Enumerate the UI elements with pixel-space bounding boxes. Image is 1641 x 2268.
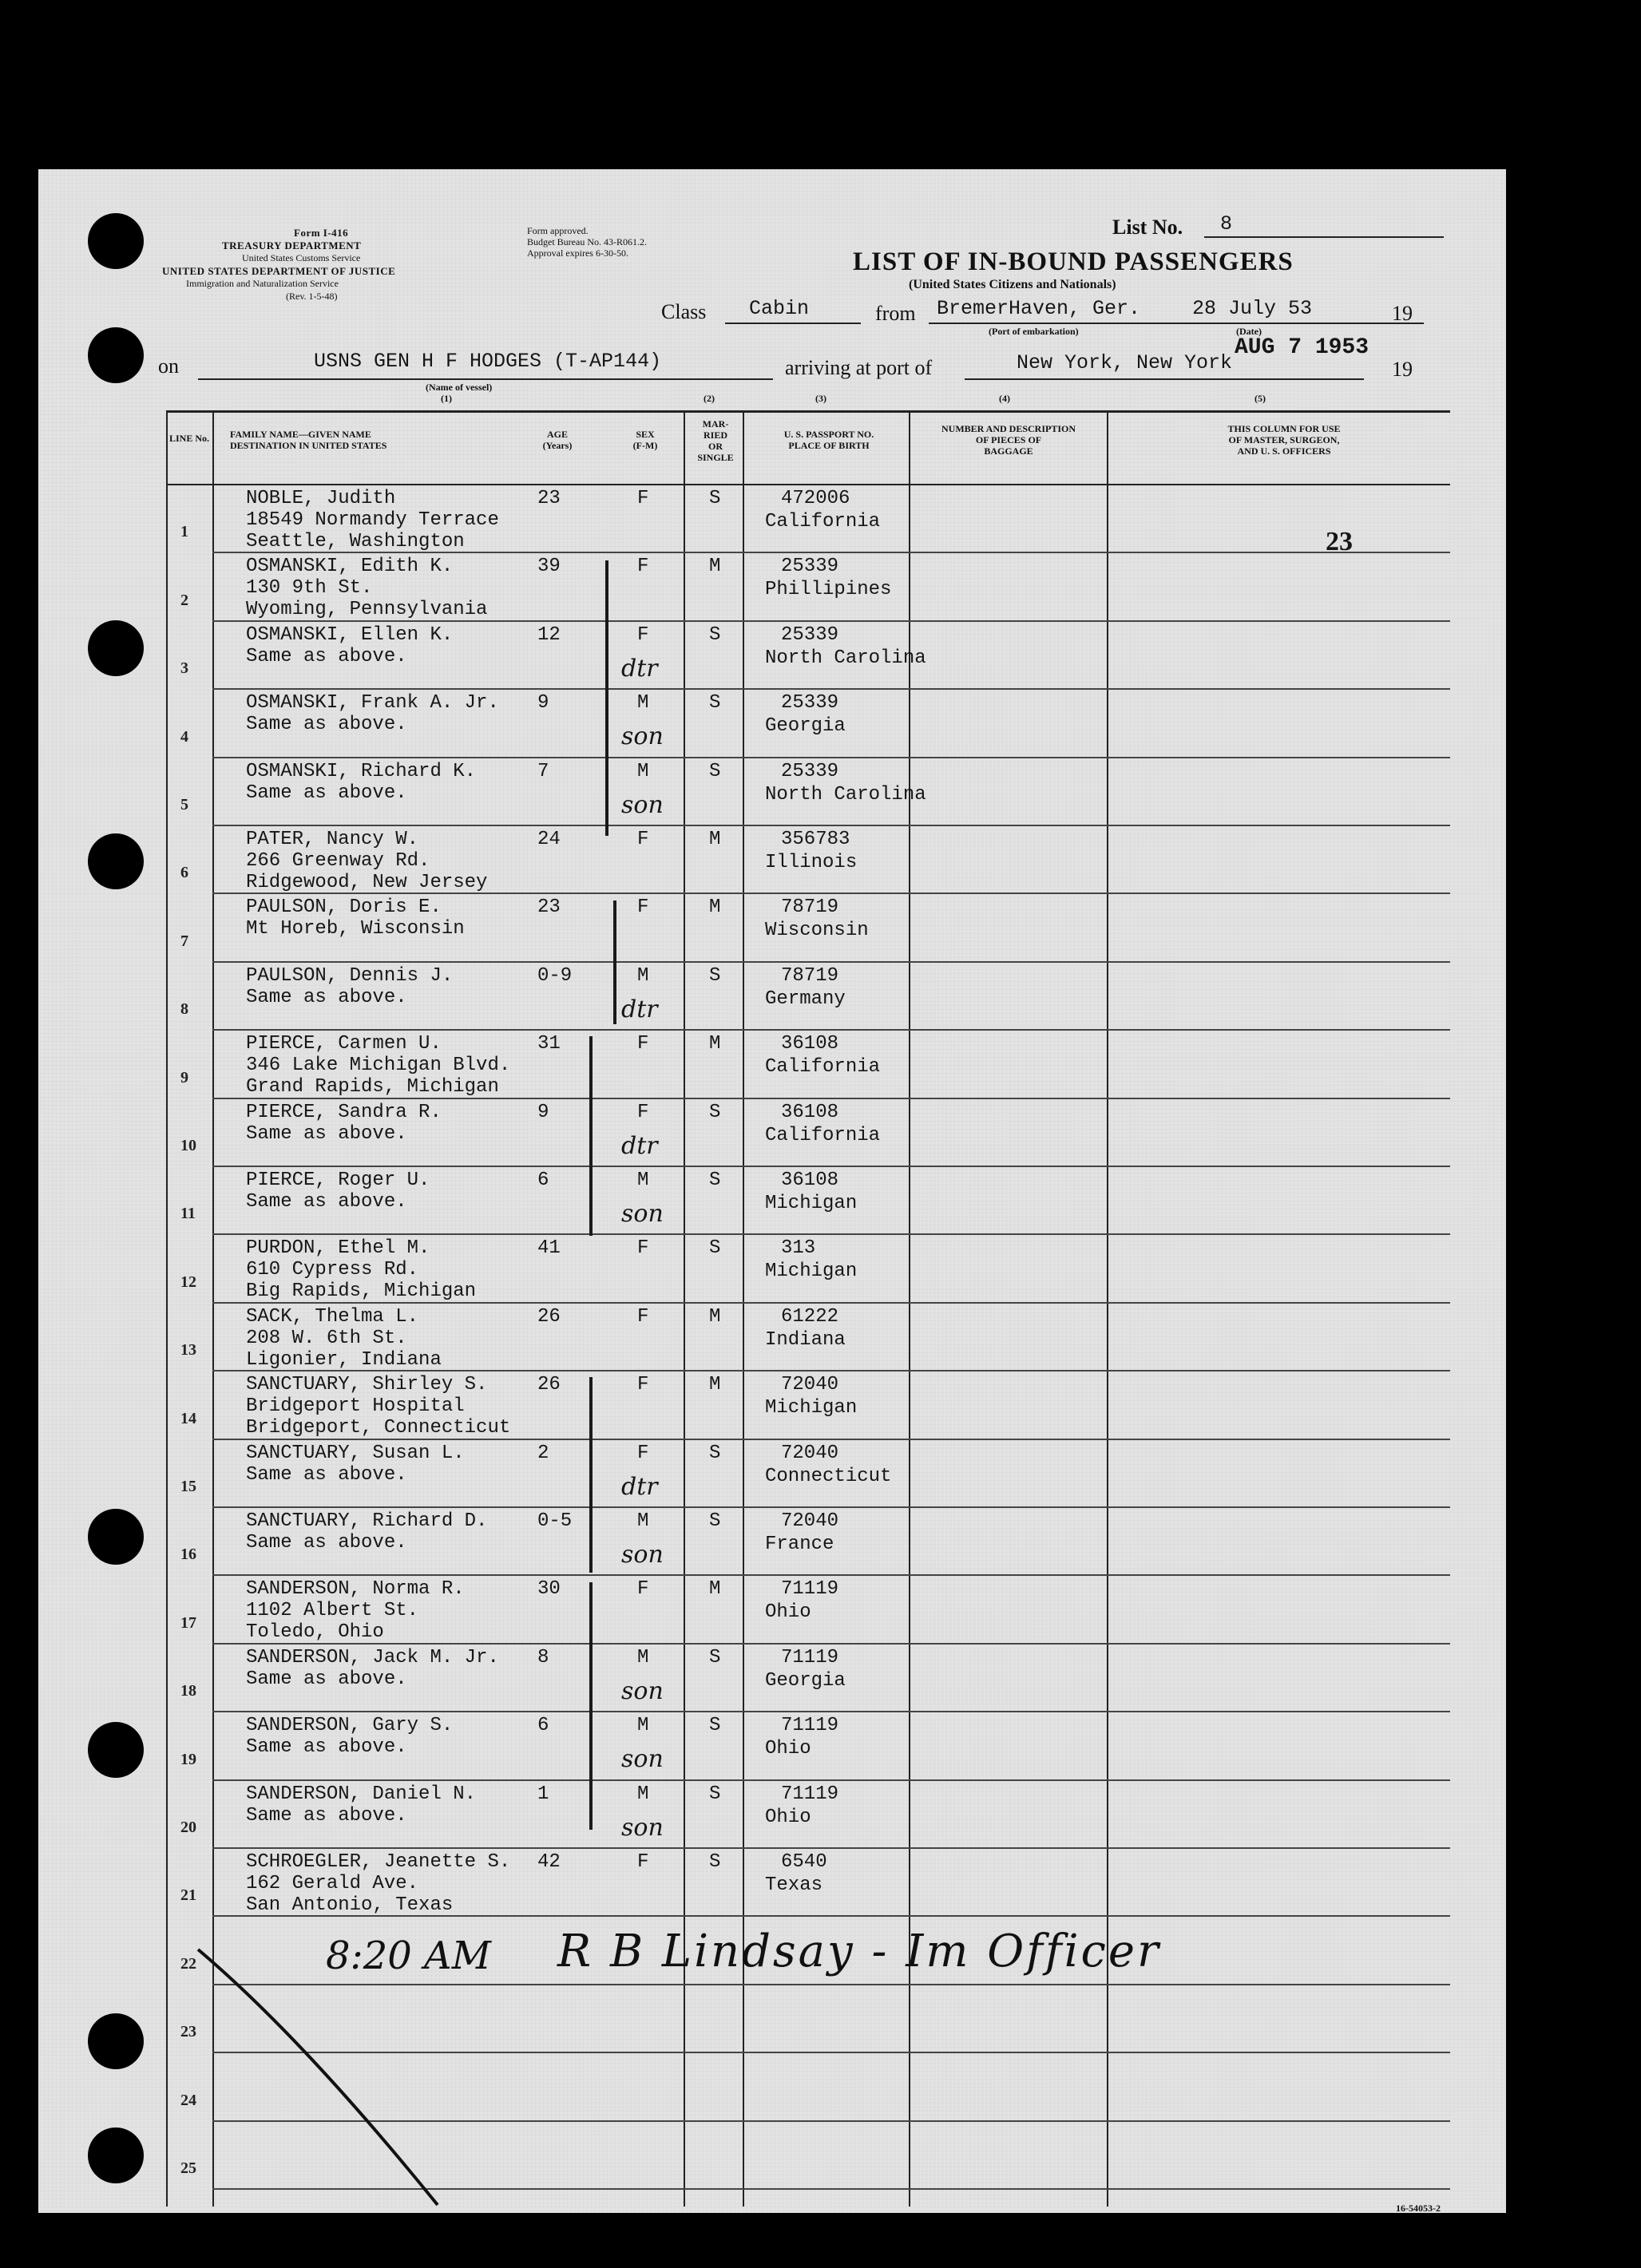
line-number: 2: [180, 591, 188, 609]
passenger-age: 7: [537, 760, 549, 782]
family-bracket: [589, 1036, 593, 1236]
passenger-address: 346 Lake Michigan Blvd.: [246, 1055, 511, 1077]
marital-status: S: [709, 623, 721, 646]
line-number: 11: [180, 1205, 196, 1223]
passenger-address: 130 9th St.: [246, 577, 373, 600]
line-number: 9: [180, 1068, 188, 1087]
passenger-sex: F: [637, 488, 649, 509]
passenger-address: Ridgewood, New Jersey: [246, 872, 488, 893]
passport-number: 61222: [781, 1305, 839, 1328]
table-row: [38, 553, 1506, 621]
passenger-age: 8: [537, 1646, 549, 1668]
passenger-age: 6: [537, 1715, 549, 1737]
passenger-name: SANDERSON, Jack M. Jr.: [246, 1646, 499, 1668]
marital-status: M: [709, 1305, 721, 1328]
passenger-address: Seattle, Washington: [246, 531, 465, 552]
line-number: 18: [180, 1682, 196, 1700]
place-of-birth: California: [765, 1124, 881, 1146]
justice-dept: UNITED STATES DEPARTMENT OF JUSTICE: [162, 265, 396, 277]
ins-service: Immigration and Naturalization Service: [186, 278, 339, 289]
table-top-rule: [166, 410, 1450, 413]
table-row: [38, 1712, 1506, 1780]
marital-status: S: [709, 692, 721, 714]
passenger-name: SACK, Thelma L.: [246, 1305, 419, 1328]
list-no-value: 8: [1220, 212, 1233, 236]
place-of-birth: Michigan: [765, 1193, 858, 1214]
passport-number: 356783: [781, 829, 850, 850]
marital-status: S: [709, 1715, 721, 1737]
class-underline: [725, 323, 861, 324]
marital-status: S: [709, 1237, 721, 1260]
passenger-sex: F: [637, 829, 649, 850]
place-of-birth: Phillipines: [765, 579, 892, 601]
relation-note: son: [621, 722, 664, 751]
place-of-birth: Ohio: [765, 1738, 811, 1760]
table-row: [38, 690, 1506, 758]
col-mark: (3): [815, 393, 826, 404]
document-page: [38, 169, 1506, 2213]
passenger-sex: F: [637, 1305, 649, 1328]
year-prefix: 19: [1392, 358, 1413, 381]
page-title: LIST OF IN-BOUND PASSENGERS: [853, 247, 1294, 276]
passenger-sex: F: [637, 1578, 649, 1601]
passenger-age: 6: [537, 1170, 549, 1191]
table-row: [38, 1781, 1506, 1849]
year-prefix: 19: [1392, 302, 1413, 325]
passenger-name: SANCTUARY, Susan L.: [246, 1442, 465, 1464]
cancellation-stroke: [182, 1941, 454, 2213]
passenger-sex: M: [637, 692, 649, 714]
line-number: 19: [180, 1750, 196, 1768]
handwritten-signature: R B Lindsay - Im Officer: [557, 1926, 1161, 1977]
relation-note: dtr: [621, 995, 658, 1023]
arrival-date-stamp: AUG 7 1953: [1235, 335, 1369, 360]
passenger-age: 41: [537, 1237, 561, 1260]
passenger-age: 30: [537, 1578, 561, 1601]
passport-number: 36108: [781, 1170, 839, 1191]
passenger-name: PIERCE, Roger U.: [246, 1170, 430, 1191]
footer-code: 16-54053-2: [1396, 2203, 1441, 2214]
family-bracket: [605, 560, 608, 836]
marital-status: M: [709, 556, 721, 578]
passenger-name: OSMANSKI, Ellen K.: [246, 623, 454, 646]
handwritten-time: 8:20 AM: [326, 1934, 491, 1978]
place-of-birth: Michigan: [765, 1397, 858, 1419]
passenger-name: SANCTUARY, Shirley S.: [246, 1374, 488, 1396]
line-number: 15: [180, 1477, 196, 1495]
embarkation-date: 28 July 53: [1192, 297, 1313, 320]
marital-status: S: [709, 1510, 721, 1532]
relation-note: son: [621, 1200, 664, 1228]
col-mark: (2): [704, 393, 715, 404]
marital-status: S: [709, 1101, 721, 1123]
port-of-embarkation: BremerHaven, Ger.: [937, 297, 1141, 320]
line-number: 23: [180, 2023, 196, 2041]
passenger-name: OSMANSKI, Edith K.: [246, 556, 454, 578]
passenger-name: SCHROEGLER, Jeanette S.: [246, 1851, 511, 1873]
col-header-officers: THIS COLUMN FOR USE OF MASTER, SURGEON, AND U. S. OFFICERS: [1227, 423, 1341, 457]
from-underline: [929, 323, 1424, 324]
table-row: [38, 1440, 1506, 1508]
on-label: on: [158, 354, 179, 378]
passenger-address: Same as above.: [246, 1736, 407, 1759]
passport-number: 71119: [781, 1715, 839, 1737]
passenger-address: Same as above.: [246, 645, 407, 667]
treasury-dept: TREASURY DEPARTMENT: [222, 239, 362, 251]
line-number: 4: [180, 727, 188, 746]
list-no-underline: [1204, 236, 1444, 238]
passenger-sex: F: [637, 556, 649, 578]
passenger-address: Same as above.: [246, 714, 407, 736]
col-header-baggage: NUMBER AND DESCRIPTION OF PIECES OF BAGGAGE: [941, 423, 1076, 457]
passenger-address: Wyoming, Pennsylvania: [246, 599, 488, 621]
passenger-address: Same as above.: [246, 1668, 407, 1690]
vessel-caption: (Name of vessel): [426, 382, 493, 393]
passport-number: 78719: [781, 897, 839, 919]
passenger-age: 9: [537, 1101, 549, 1123]
class-value: Cabin: [749, 297, 810, 320]
place-of-birth: Indiana: [765, 1328, 846, 1351]
marital-status: S: [709, 760, 721, 782]
passenger-age: 39: [537, 556, 561, 578]
from-label: from: [875, 302, 916, 325]
col-header-sex: SEX (F-M): [632, 429, 658, 451]
passenger-sex: M: [637, 1715, 649, 1737]
table-row: [38, 1645, 1506, 1712]
place-of-birth: Connecticut: [765, 1465, 892, 1487]
table-row: [38, 1576, 1506, 1644]
passenger-name: SANDERSON, Daniel N.: [246, 1783, 477, 1805]
passport-number: 71119: [781, 1646, 839, 1668]
passport-number: 36108: [781, 1101, 839, 1123]
passenger-address: Same as above.: [246, 1122, 407, 1145]
relation-note: dtr: [621, 1131, 658, 1160]
line-number: 14: [180, 1409, 196, 1427]
passenger-sex: F: [637, 1442, 649, 1464]
table-row: [38, 1235, 1506, 1303]
passenger-sex: M: [637, 1646, 649, 1668]
arrival-port: New York, New York: [1017, 351, 1233, 374]
table-row: [38, 894, 1506, 962]
passenger-sex: M: [637, 964, 649, 987]
approval-line: Budget Bureau No. 43-R061.2.: [527, 236, 647, 247]
col-mark: (4): [999, 393, 1010, 404]
vessel-underline: [198, 378, 773, 380]
family-bracket: [613, 900, 616, 1024]
table-row: [38, 826, 1506, 894]
passenger-age: 1: [537, 1783, 549, 1805]
class-label: Class: [661, 300, 707, 323]
marital-status: S: [709, 488, 721, 509]
passport-number: 72040: [781, 1510, 839, 1532]
passenger-name: PURDON, Ethel M.: [246, 1237, 430, 1260]
passenger-age: 9: [537, 692, 549, 714]
list-no-label: List No.: [1112, 216, 1183, 239]
table-row: [38, 1849, 1506, 1917]
binder-hole: [88, 327, 144, 383]
passenger-address: Bridgeport, Connecticut: [246, 1417, 511, 1439]
family-bracket: [589, 1377, 593, 1573]
table-row: [38, 1371, 1506, 1439]
passenger-address: 266 Greenway Rd.: [246, 850, 430, 872]
form-number: Form I-416: [294, 227, 349, 239]
passenger-age: 0-5: [537, 1510, 573, 1532]
line-number: 20: [180, 1818, 196, 1836]
passport-number: 6540: [781, 1851, 827, 1873]
family-bracket: [589, 1582, 593, 1830]
marital-status: M: [709, 829, 721, 850]
relation-note: son: [621, 1745, 664, 1774]
passenger-address: 208 W. 6th St.: [246, 1327, 407, 1349]
col-header-married: MAR- RIED OR SINGLE: [697, 418, 734, 463]
line-number: 24: [180, 2091, 196, 2109]
binder-hole: [88, 213, 144, 269]
relation-note: son: [621, 790, 664, 819]
passenger-address: 162 Gerald Ave.: [246, 1873, 419, 1894]
passenger-address: Same as above.: [246, 1804, 407, 1827]
col-mark: (1): [441, 393, 452, 404]
page-subtitle: (United States Citizens and Nationals): [909, 278, 1116, 291]
passenger-name: SANDERSON, Gary S.: [246, 1715, 454, 1737]
marital-status: M: [709, 1033, 721, 1055]
marital-status: S: [709, 964, 721, 987]
table-row: [38, 1508, 1506, 1576]
relation-note: dtr: [621, 654, 658, 683]
passenger-sex: F: [637, 897, 649, 919]
line-number: 21: [180, 1886, 196, 1905]
passenger-name: PATER, Nancy W.: [246, 829, 419, 850]
passenger-address: Same as above.: [246, 782, 407, 804]
line-number: 17: [180, 1613, 196, 1632]
passport-number: 313: [781, 1237, 816, 1260]
place-of-birth: Georgia: [765, 715, 846, 738]
line-number: 10: [180, 1136, 196, 1154]
passenger-address: San Antonio, Texas: [246, 1894, 454, 1916]
line-number: 8: [180, 1000, 188, 1019]
col-header-age: AGE (Years): [542, 429, 573, 451]
passenger-address: 18549 Normandy Terrace: [246, 509, 499, 531]
passenger-address: 610 Cypress Rd.: [246, 1259, 419, 1281]
passenger-sex: M: [637, 1783, 649, 1805]
line-number: 1: [180, 523, 188, 541]
passenger-sex: F: [637, 1101, 649, 1123]
table-row: [38, 1167, 1506, 1235]
arriving-label: arriving at port of: [785, 356, 933, 379]
col-header-line: LINE No.: [169, 433, 210, 444]
passenger-address: Toledo, Ohio: [246, 1621, 384, 1644]
place-of-birth: California: [765, 511, 881, 532]
place-of-birth: Wisconsin: [765, 920, 869, 942]
place-of-birth: Ohio: [765, 1601, 811, 1624]
passport-number: 472006: [781, 488, 850, 509]
table-row: [38, 963, 1506, 1031]
marital-status: S: [709, 1646, 721, 1668]
passenger-sex: F: [637, 1374, 649, 1396]
table-row: [38, 1099, 1506, 1167]
passenger-address: 1102 Albert St.: [246, 1600, 419, 1622]
passenger-name: OSMANSKI, Frank A. Jr.: [246, 692, 499, 714]
passenger-name: PIERCE, Sandra R.: [246, 1101, 442, 1123]
passenger-address: Big Rapids, Michigan: [246, 1280, 477, 1303]
date-caption: (Date): [1236, 326, 1262, 337]
passenger-name: OSMANSKI, Richard K.: [246, 760, 477, 782]
passenger-name: NOBLE, Judith: [246, 488, 396, 509]
place-of-birth: California: [765, 1056, 881, 1079]
place-of-birth: Ohio: [765, 1806, 811, 1828]
relation-note: son: [621, 1813, 664, 1842]
relation-note: son: [621, 1541, 664, 1569]
passenger-address: Same as above.: [246, 986, 407, 1008]
passenger-age: 23: [537, 897, 561, 919]
page-mark: 23: [1326, 527, 1353, 556]
passenger-address: Grand Rapids, Michigan: [246, 1076, 499, 1098]
table-row: [38, 485, 1506, 553]
place-of-birth: Illinois: [765, 852, 858, 873]
table-row: [38, 622, 1506, 690]
relation-note: dtr: [621, 1472, 658, 1501]
place-of-birth: Michigan: [765, 1261, 858, 1283]
line-number: 22: [180, 1954, 196, 1973]
marital-status: S: [709, 1851, 721, 1873]
passenger-name: PIERCE, Carmen U.: [246, 1033, 442, 1055]
marital-status: S: [709, 1783, 721, 1805]
passport-number: 71119: [781, 1578, 839, 1601]
line-number: 25: [180, 2159, 196, 2177]
line-number: 13: [180, 1341, 196, 1360]
relation-note: son: [621, 1676, 664, 1705]
passport-number: 25339: [781, 760, 839, 782]
passenger-sex: F: [637, 1033, 649, 1055]
passenger-age: 26: [537, 1305, 561, 1328]
passenger-age: 26: [537, 1374, 561, 1396]
passport-number: 72040: [781, 1374, 839, 1396]
passport-number: 78719: [781, 964, 839, 987]
passenger-age: 12: [537, 623, 561, 646]
passenger-address: Same as above.: [246, 1463, 407, 1486]
passport-number: 25339: [781, 556, 839, 578]
embarkation-caption: (Port of embarkation): [989, 326, 1079, 337]
place-of-birth: France: [765, 1534, 834, 1555]
line-number: 5: [180, 795, 188, 813]
line-number: 16: [180, 1546, 196, 1564]
passenger-sex: F: [637, 1851, 649, 1873]
passenger-address: Mt Horeb, Wisconsin: [246, 918, 465, 940]
place-of-birth: Germany: [765, 988, 846, 1010]
col-mark: (5): [1255, 393, 1266, 404]
approval-line: Form approved.: [527, 225, 589, 236]
passport-number: 25339: [781, 623, 839, 646]
col-header-passport: U. S. PASSPORT NO. PLACE OF BIRTH: [783, 429, 874, 451]
vessel-name: USNS GEN H F HODGES (T-AP144): [314, 350, 662, 373]
passport-number: 36108: [781, 1033, 839, 1055]
table-row: [38, 758, 1506, 826]
passenger-age: 24: [537, 829, 561, 850]
passenger-age: 42: [537, 1851, 561, 1873]
line-number: 6: [180, 864, 188, 882]
line-number: 12: [180, 1273, 196, 1291]
passenger-sex: M: [637, 1170, 649, 1191]
passenger-sex: M: [637, 1510, 649, 1532]
place-of-birth: Texas: [765, 1874, 823, 1896]
passenger-sex: F: [637, 1237, 649, 1260]
approval-line: Approval expires 6-30-50.: [527, 247, 628, 259]
table-row: [38, 1304, 1506, 1371]
marital-status: M: [709, 897, 721, 919]
col-header-name: FAMILY NAME—GIVEN NAME DESTINATION IN UNITED STATES: [230, 429, 387, 451]
place-of-birth: North Carolina: [765, 783, 926, 805]
passenger-age: 31: [537, 1033, 561, 1055]
passenger-address: Same as above.: [246, 1532, 407, 1554]
passenger-name: PAULSON, Dennis J.: [246, 964, 454, 987]
revision: (Rev. 1-5-48): [286, 291, 338, 302]
passenger-address: Bridgeport Hospital: [246, 1395, 465, 1418]
passenger-name: PAULSON, Doris E.: [246, 897, 442, 919]
passenger-sex: M: [637, 760, 649, 782]
passenger-age: 2: [537, 1442, 549, 1464]
passenger-age: 23: [537, 488, 561, 509]
table-row: [38, 1031, 1506, 1098]
passport-number: 71119: [781, 1783, 839, 1805]
arrival-underline: [965, 378, 1364, 380]
marital-status: S: [709, 1170, 721, 1191]
passenger-age: 0-9: [537, 964, 573, 987]
passenger-address: Same as above.: [246, 1191, 407, 1213]
passenger-sex: F: [637, 623, 649, 646]
passport-number: 25339: [781, 692, 839, 714]
place-of-birth: Georgia: [765, 1669, 846, 1692]
passenger-address: Ligonier, Indiana: [246, 1348, 442, 1371]
customs-service: United States Customs Service: [242, 252, 361, 263]
passenger-name: SANDERSON, Norma R.: [246, 1578, 465, 1601]
place-of-birth: North Carolina: [765, 647, 926, 669]
passport-number: 72040: [781, 1442, 839, 1464]
marital-status: S: [709, 1442, 721, 1464]
marital-status: M: [709, 1578, 721, 1601]
line-number: 7: [180, 932, 188, 950]
passenger-name: SANCTUARY, Richard D.: [246, 1510, 488, 1532]
line-number: 3: [180, 659, 188, 678]
marital-status: M: [709, 1374, 721, 1396]
